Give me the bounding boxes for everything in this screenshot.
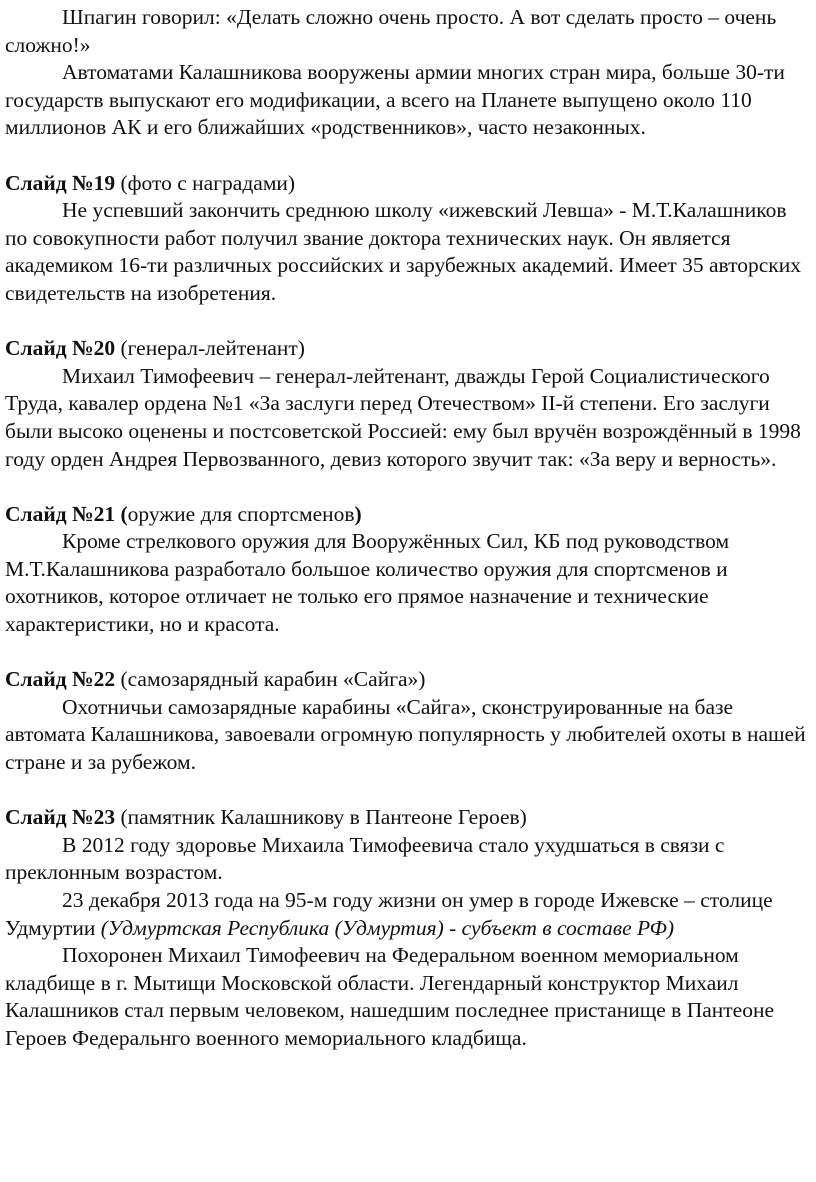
slide-20-paragraph: Михаил Тимофеевич – генерал-лейтенант, дважды Герой Социалистического Труда, кавалер ордена №1 «За заслуги перед Отечеством» II-й степени. Его заслуги были высоко оценены и постсоветской Россией: ему был вручён возрождённый в 1998 году орден Андрея Первозванного, девиз которого звучит так: «За веру и верность». <box>5 363 801 471</box>
slide-23-paragraph-death <box>5 887 809 942</box>
blank-line <box>5 639 809 667</box>
slide-22-note: (самозарядный карабин «Сайга») <box>115 667 426 692</box>
slide-19-note: (фото с наградами) <box>115 170 296 195</box>
slide-23-label: Слайд №23 <box>5 805 116 830</box>
blank-line <box>5 473 809 501</box>
slide-23-paragraph-health: В 2012 году здоровье Михаила Тимофеевича стало ухудшаться в связи с преклонным возрастом. <box>5 832 725 885</box>
slide-20-label: Слайд №20 <box>5 336 116 361</box>
blank-line <box>5 142 809 170</box>
slide-20-heading <box>5 335 809 363</box>
slide-23-paragraph-burial: Похоронен Михаил Тимофеевич на Федеральном военном мемориальном кладбище в г. Мытищи Московской области. Легендарный конструктор Михаил Калашников стал первым человеком, нашедшим последнее пристанище в Пантеоне Героев Федеральнго военного мемориального кладбища. <box>5 943 775 1050</box>
slide-19-paragraph: Не успевший закончить среднюю школу «ижевский Левша» - М.Т.Калашников по совокупности работ получил звание доктора технических наук. Он является академиком 16-ти различных российских и зарубежных академий. Имеет 35 авторских свидетельств на изобретения. <box>5 198 801 305</box>
blank-line <box>5 308 809 336</box>
slide-22-heading <box>5 666 809 694</box>
slide-21-label: Слайд №21 ( <box>5 501 128 526</box>
slide-21-close: ) <box>354 501 362 526</box>
slide-20-note: (генерал-лейтенант) <box>115 336 305 361</box>
slide-19-label: Слайд №19 <box>5 170 116 195</box>
intro-ak-paragraph: Автоматами Калашникова вооружены армии многих стран мира, больше 30-ти государств выпускают его модификации, а всего на Планете выпущено около 110 миллионов АК и его ближайших «родственников», часто незаконных. <box>5 60 785 140</box>
intro-quote-paragraph: Шпагин говорил: «Делать сложно очень просто. А вот сделать просто – очень сложно!» <box>5 5 777 57</box>
document-page <box>5 4 809 1053</box>
slide-21-note: оружие для спортсменов <box>127 501 355 526</box>
slide-23-note: (памятник Калашникову в Пантеоне Героев) <box>115 805 527 830</box>
slide-21-paragraph: Кроме стрелкового оружия для Вооружённых Сил, КБ под руководством М.Т.Калашникова разработало большое количество оружия для спортсменов и охотников, которое отличает не только его прямое назначение и технические характеристики, но и красота. <box>5 529 730 637</box>
blank-line <box>5 777 809 805</box>
slide-22-paragraph: Охотничьи самозарядные карабины «Сайга», сконструированные на базе автомата Калашникова, завоевали огромную популярность у любителей охоты в нашей стране и за рубежом. <box>5 694 806 775</box>
slide-23-udmurtia-note: (Удмуртская Республика (Удмуртия) - субъект в составе РФ) <box>100 915 675 940</box>
slide-21-heading <box>5 501 809 529</box>
slide-19-heading <box>5 170 809 198</box>
slide-23-heading <box>5 804 809 832</box>
slide-22-label: Слайд №22 <box>5 667 116 692</box>
slide-23-death-text: 23 декабря 2013 года на 95-м году жизни он умер в городе Ижевске – столице Удмуртии <box>5 888 773 940</box>
